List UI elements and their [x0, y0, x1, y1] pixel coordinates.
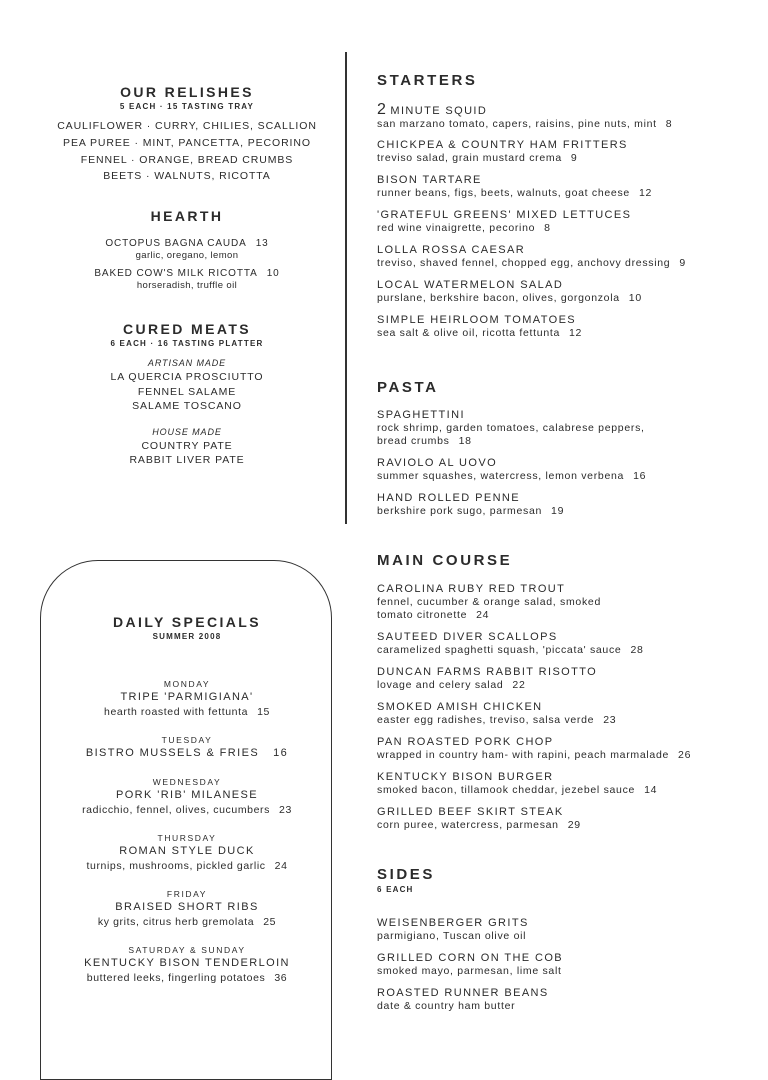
pasta-item-name: SPAGHETTINI — [377, 409, 465, 421]
pasta-heading: PASTA — [377, 379, 439, 396]
starters-heading: STARTERS — [377, 72, 478, 89]
sides-section — [377, 866, 749, 1013]
pasta-section — [377, 379, 749, 518]
main-item-desc: caramelized spaghetti squash, 'piccata' sauce — [377, 644, 622, 656]
side-item — [377, 951, 749, 978]
column-divider — [345, 52, 347, 524]
cured-group-label: ARTISAN MADE — [147, 358, 227, 368]
starter-item-desc: treviso salad, grain mustard crema — [377, 152, 562, 164]
pasta-item-desc: berkshire pork sugo, parmesan — [377, 505, 543, 517]
main-item-desc: lovage and celery salad — [377, 679, 504, 691]
special-price: 16 — [273, 747, 289, 759]
main-item-name: CAROLINA RUBY RED TROUT — [377, 583, 566, 595]
starter-item-price: 8 — [544, 222, 551, 234]
starter-item-desc: purslane, berkshire bacon, olives, gorgonzola — [377, 292, 620, 304]
relishes-pricing: 5 EACH · 15 TASTING TRAY — [119, 102, 255, 111]
pasta-item-price: 18 — [458, 435, 472, 447]
special-day: TUESDAY — [161, 735, 213, 745]
special-desc: hearth roasted with fettunta — [104, 706, 249, 718]
special-price: 25 — [263, 916, 277, 928]
pasta-item-name: HAND ROLLED PENNE — [377, 492, 520, 504]
pasta-item — [377, 408, 749, 448]
special-day: WEDNESDAY — [152, 777, 222, 787]
main-item — [377, 630, 749, 657]
cured-item: RABBIT LIVER PATE — [129, 454, 245, 466]
hearth-item — [36, 267, 338, 292]
main-item-price: 26 — [678, 749, 692, 761]
main-item-desc-cont: tomato citronette — [377, 609, 468, 621]
special-item — [36, 945, 338, 985]
daily-specials-season: SUMMER 2008 — [152, 632, 222, 641]
starter-item — [377, 103, 749, 131]
cured-item: FENNEL SALAME — [137, 385, 237, 398]
main-item-desc: corn puree, watercress, parmesan — [377, 819, 559, 831]
main-item-price: 24 — [476, 609, 490, 621]
special-price: 24 — [274, 860, 288, 872]
starter-item-name: CHICKPEA & COUNTRY HAM FRITTERS — [377, 139, 628, 151]
special-day: MONDAY — [163, 679, 211, 689]
sides-heading: SIDES — [377, 866, 436, 883]
starter-item-name: LOLLA ROSSA CAESAR — [377, 244, 526, 256]
relish-line: BEETS · WALNUTS, RICOTTA — [103, 170, 271, 183]
main-item-desc: easter egg radishes, treviso, salsa verde — [377, 714, 595, 726]
main-item — [377, 735, 749, 762]
main-item — [377, 700, 749, 727]
hearth-item-desc: horseradish, truffle oil — [136, 280, 238, 291]
starter-item — [377, 138, 749, 165]
daily-specials-heading: DAILY SPECIALS — [113, 614, 261, 630]
special-day: THURSDAY — [157, 833, 217, 843]
hearth-heading: HEARTH — [150, 208, 224, 224]
special-title: PORK 'RIB' MILANESE — [115, 789, 259, 801]
starter-item-price: 10 — [628, 292, 642, 304]
side-item — [377, 916, 749, 943]
hearth-item-name: OCTOPUS BAGNA CAUDA — [105, 238, 247, 249]
sides-pricing: 6 EACH — [377, 885, 414, 894]
pasta-item — [377, 491, 749, 518]
main-item-price: 14 — [644, 784, 658, 796]
relish-line: PEA PUREE · MINT, PANCETTA, PECORINO — [63, 136, 311, 149]
special-desc: turnips, mushrooms, pickled garlic — [86, 860, 266, 872]
side-item-desc: date & country ham butter — [377, 1000, 516, 1012]
starter-item-desc: sea salt & olive oil, ricotta fettunta — [377, 327, 561, 339]
special-item — [36, 777, 338, 817]
starter-item-number: 2 — [377, 101, 386, 118]
side-item-desc: smoked mayo, parmesan, lime salt — [377, 965, 562, 977]
pasta-item-desc-cont: bread crumbs — [377, 435, 450, 447]
side-item — [377, 986, 749, 1013]
main-course-section — [377, 552, 749, 832]
daily-specials-section — [36, 614, 338, 985]
starter-item — [377, 208, 749, 235]
pasta-item-price: 19 — [551, 505, 565, 517]
hearth-item-price: 13 — [255, 238, 269, 249]
pasta-item-name: RAVIOLO AL UOVO — [377, 457, 498, 469]
main-item-name: SMOKED AMISH CHICKEN — [377, 701, 543, 713]
pasta-item-desc: rock shrimp, garden tomatoes, calabrese peppers, — [377, 422, 645, 434]
main-item-desc: smoked bacon, tillamook cheddar, jezebel sauce — [377, 784, 636, 796]
starter-item-name: BISON TARTARE — [377, 174, 482, 186]
main-item — [377, 665, 749, 692]
main-item-name: SAUTEED DIVER SCALLOPS — [377, 631, 558, 643]
special-title: KENTUCKY BISON TENDERLOIN — [84, 957, 290, 969]
starter-item-price: 8 — [665, 118, 673, 130]
starters-section — [377, 72, 749, 340]
main-course-heading: MAIN COURSE — [377, 552, 513, 569]
hearth-item-price: 10 — [266, 268, 280, 279]
main-item-price: 29 — [567, 819, 581, 831]
starter-item — [377, 278, 749, 305]
cured-item: SALAME TOSCANO — [132, 400, 242, 412]
starter-item — [377, 243, 749, 270]
special-day: SATURDAY & SUNDAY — [128, 945, 246, 955]
main-item-name: DUNCAN FARMS RABBIT RISOTTO — [377, 666, 598, 678]
starter-item-name: 'GRATEFUL GREENS' MIXED LETTUCES — [377, 209, 632, 221]
cured-meats-section — [36, 321, 338, 468]
side-item-desc: parmigiano, Tuscan olive oil — [377, 930, 527, 942]
special-item — [36, 679, 338, 719]
special-item — [36, 889, 338, 929]
cured-item: COUNTRY PATE — [141, 439, 233, 452]
main-item-price: 23 — [603, 714, 617, 726]
cured-item: LA QUERCIA PROSCIUTTO — [110, 371, 264, 383]
special-desc: buttered leeks, fingerling potatoes — [86, 972, 266, 984]
side-item-name: WEISENBERGER GRITS — [377, 917, 529, 929]
starter-item — [377, 313, 749, 340]
relishes-heading: OUR RELISHES — [120, 84, 254, 100]
special-day: FRIDAY — [166, 889, 208, 899]
starter-item — [377, 173, 749, 200]
starter-item-desc: runner beans, figs, beets, walnuts, goat cheese — [377, 187, 630, 199]
starter-item-name: LOCAL WATERMELON SALAD — [377, 279, 564, 291]
main-item — [377, 582, 749, 622]
hearth-item — [36, 237, 338, 262]
pasta-item-price: 16 — [633, 470, 647, 482]
starter-item-name: SIMPLE HEIRLOOM TOMATOES — [377, 314, 577, 326]
main-item — [377, 805, 749, 832]
cured-meats-heading: CURED MEATS — [122, 321, 252, 337]
starter-item-price: 12 — [638, 187, 653, 199]
special-title: ROMAN STYLE DUCK — [119, 845, 255, 857]
main-item-desc: fennel, cucumber & orange salad, smoked — [377, 596, 601, 608]
special-desc: ky grits, citrus herb gremolata — [97, 916, 255, 928]
special-title: TRIPE 'PARMIGIANA' — [120, 691, 254, 703]
main-item-name: GRILLED BEEF SKIRT STEAK — [377, 806, 564, 818]
main-item-name: PAN ROASTED PORK CHOP — [377, 736, 554, 748]
special-desc: radicchio, fennel, olives, cucumbers — [82, 804, 271, 816]
main-item-price: 22 — [512, 679, 526, 691]
main-item-desc: wrapped in country ham- with rapini, peach marmalade — [377, 749, 670, 761]
special-price: 23 — [279, 804, 292, 816]
special-title: BRAISED SHORT RIBS — [115, 901, 259, 913]
hearth-item-desc: garlic, oregano, lemon — [135, 250, 239, 261]
pasta-item-desc: summer squashes, watercress, lemon verbena — [377, 470, 625, 482]
special-item — [36, 735, 338, 761]
hearth-item-name: BAKED COW'S MILK RICOTTA — [94, 268, 258, 279]
relish-line: CAULIFLOWER · CURRY, CHILIES, SCALLION — [57, 120, 317, 132]
side-item-name: ROASTED RUNNER BEANS — [377, 987, 549, 999]
special-item — [36, 833, 338, 873]
side-item-name: GRILLED CORN ON THE COB — [377, 952, 564, 964]
cured-meats-pricing: 6 EACH · 16 TASTING PLATTER — [110, 339, 264, 348]
hearth-section — [36, 208, 338, 292]
special-title: BISTRO MUSSELS & FRIES — [85, 747, 260, 759]
starter-item-price: 9 — [570, 152, 578, 164]
starter-item-price: 12 — [569, 327, 583, 339]
starter-item-price: 9 — [679, 257, 686, 269]
starter-item-desc: treviso, shaved fennel, chopped egg, anchovy dressing — [377, 257, 671, 269]
main-item-price: 28 — [630, 644, 644, 656]
special-price: 36 — [274, 972, 288, 984]
main-item-name: KENTUCKY BISON BURGER — [377, 771, 554, 783]
main-item — [377, 770, 749, 797]
special-price: 15 — [257, 706, 270, 718]
starter-item-name: MINUTE SQUID — [390, 105, 488, 117]
cured-group-label: HOUSE MADE — [152, 426, 222, 437]
relishes-section — [36, 84, 338, 185]
pasta-item — [377, 456, 749, 483]
starter-item-desc: red wine vinaigrette, pecorino — [377, 222, 536, 234]
starter-item-desc: san marzano tomato, capers, raisins, pine nuts, mint — [377, 118, 657, 130]
relish-line: FENNEL · ORANGE, BREAD CRUMBS — [80, 153, 294, 166]
